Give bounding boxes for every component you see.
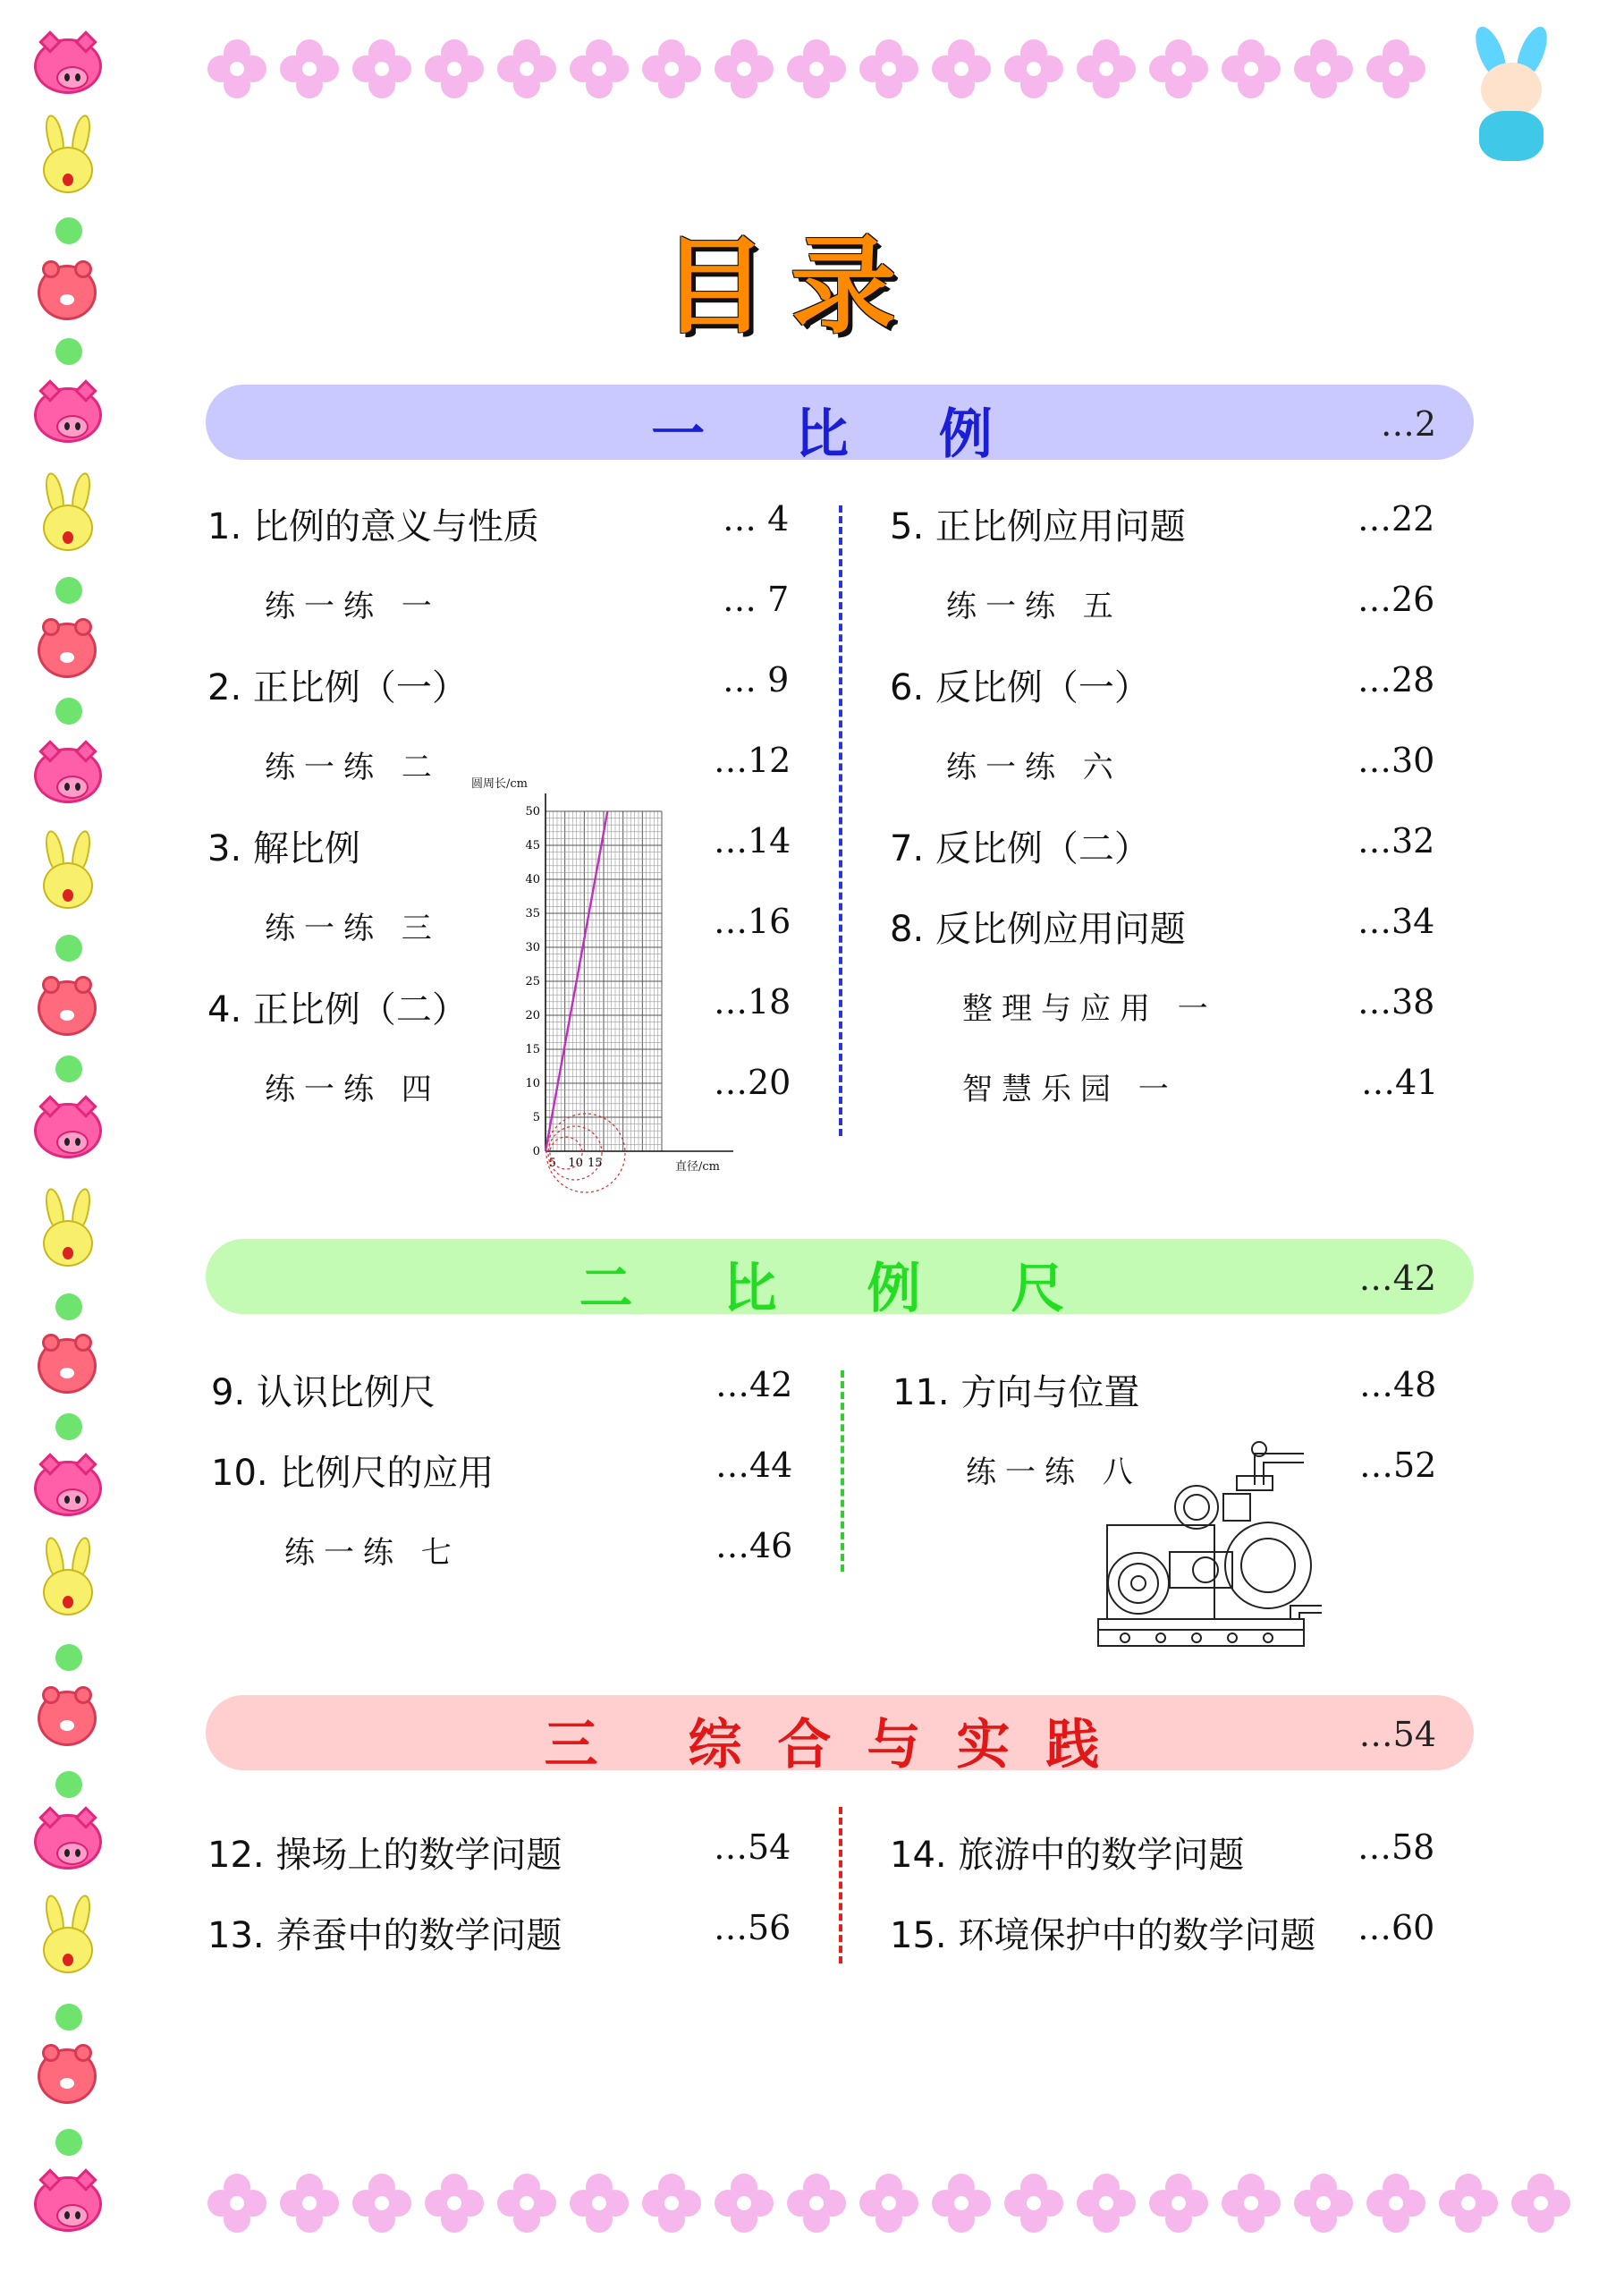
toc-page: … 9 [723, 660, 790, 700]
bear-icon [38, 265, 97, 320]
flower-icon [497, 2174, 556, 2233]
graph-y-tick: 15 [525, 1043, 540, 1056]
toc-entry[interactable]: 2. 正比例（一） [207, 667, 468, 708]
toc-entry[interactable]: 4. 正比例（二） [207, 989, 468, 1030]
flower-icon [642, 39, 701, 98]
flower-icon [1222, 2174, 1281, 2233]
flower-icon [715, 39, 774, 98]
toc-subentry[interactable]: 练一练 八 [966, 1454, 1142, 1490]
flower-icon [1149, 39, 1208, 98]
toc-page: …41 [1361, 1063, 1439, 1102]
toc-subentry[interactable]: 练一练 四 [265, 1072, 441, 1107]
toc-page: …46 [715, 1526, 793, 1565]
graph-circle [548, 1126, 602, 1180]
flower-icon [570, 39, 629, 98]
green-dot-icon [55, 2129, 82, 2156]
graph-y-tick: 35 [525, 907, 540, 920]
graph-y-tick: 30 [525, 941, 540, 954]
graph-y-tick: 5 [532, 1111, 540, 1124]
flower-icon [280, 39, 339, 98]
flower-icon [425, 2174, 484, 2233]
toc-entry[interactable]: 1. 比例的意义与性质 [207, 506, 539, 547]
flower-icon [1077, 39, 1136, 98]
toc-page: …42 [715, 1365, 793, 1404]
flower-icon [570, 2174, 629, 2233]
toc-page: …48 [1359, 1365, 1437, 1404]
toc-page: …12 [714, 741, 791, 780]
toc-page: …30 [1358, 741, 1435, 780]
toc-page: …16 [714, 902, 791, 941]
flower-icon [280, 2174, 339, 2233]
toc-page: …34 [1358, 902, 1435, 941]
top-flower-border [207, 39, 1442, 104]
green-dot-icon [55, 217, 82, 244]
flower-icon [207, 2174, 266, 2233]
graph-circle [546, 1114, 625, 1192]
flower-icon [1439, 2174, 1498, 2233]
toc-entry[interactable]: 15. 环境保护中的数学问题 [890, 1915, 1316, 1956]
toc-page: …28 [1358, 660, 1435, 700]
bunny-icon [43, 114, 93, 195]
graph-y-tick: 20 [525, 1009, 540, 1022]
section-3-divider [839, 1807, 842, 1963]
green-dot-icon [55, 577, 82, 604]
graph-y-tick: 0 [532, 1145, 540, 1158]
graph-y-tick: 50 [525, 805, 540, 818]
toc-entry[interactable]: 13. 养蚕中的数学问题 [207, 1915, 562, 1956]
graph-circle-sketch [546, 1114, 625, 1192]
graph-y-tick: 45 [525, 839, 540, 852]
toc-subentry[interactable]: 练一练 七 [284, 1535, 461, 1571]
toc-page: …52 [1359, 1446, 1437, 1485]
flower-icon [932, 2174, 991, 2233]
flower-icon [1077, 2174, 1136, 2233]
section-1-page: …2 [1380, 404, 1436, 444]
bear-icon [38, 1691, 97, 1746]
toc-entry[interactable]: 6. 反比例（一） [890, 667, 1150, 708]
flower-icon [642, 2174, 701, 2233]
green-dot-icon [55, 1293, 82, 1320]
machine-illustration-icon [1089, 1440, 1331, 1655]
flower-icon [1004, 2174, 1063, 2233]
pig-icon [34, 387, 102, 443]
toc-subentry[interactable]: 智慧乐园 一 [962, 1072, 1178, 1107]
toc-entry[interactable]: 10. 比例尺的应用 [211, 1453, 495, 1494]
graph-grid [546, 793, 733, 1151]
toc-entry[interactable]: 14. 旅游中的数学问题 [890, 1835, 1245, 1876]
toc-page: …58 [1358, 1827, 1435, 1867]
toc-page: … 4 [723, 499, 790, 538]
flower-icon [787, 39, 846, 98]
circumference-graph [461, 771, 756, 1200]
toc-page: …26 [1358, 580, 1435, 619]
toc-entry[interactable]: 9. 认识比例尺 [211, 1372, 436, 1413]
flower-icon [859, 39, 918, 98]
section-2-title: 二 比 例 尺 [579, 1258, 1101, 1320]
flower-icon [497, 39, 556, 98]
toc-entry[interactable]: 11. 方向与位置 [892, 1372, 1140, 1413]
pig-icon [34, 1814, 102, 1870]
toc-subentry[interactable]: 练一练 五 [946, 589, 1122, 624]
bottom-flower-border [207, 2174, 1603, 2238]
green-dot-icon [55, 338, 82, 365]
bunny-icon [43, 830, 93, 911]
flower-icon [1366, 2174, 1425, 2233]
pig-icon [34, 1103, 102, 1158]
graph-ticks [525, 805, 602, 1170]
flower-icon [715, 2174, 774, 2233]
section-3-page: …54 [1358, 1715, 1436, 1754]
green-dot-icon [55, 1413, 82, 1440]
bear-icon [38, 980, 97, 1036]
bunny-icon [43, 1188, 93, 1268]
section-1-header [206, 385, 1474, 466]
section-2-divider [841, 1370, 844, 1572]
toc-page: …22 [1358, 499, 1435, 538]
flower-icon [207, 39, 266, 98]
graph-x-tick: 5 [548, 1157, 556, 1170]
toc-page: …56 [714, 1908, 791, 1947]
toc-entry[interactable]: 3. 解比例 [207, 828, 360, 869]
toc-subentry[interactable]: 练一练 六 [946, 750, 1122, 785]
bear-icon [38, 1338, 97, 1394]
toc-entry[interactable]: 5. 正比例应用问题 [890, 506, 1186, 547]
flower-icon [1004, 39, 1063, 98]
toc-page: …14 [714, 821, 791, 861]
toc-page: …20 [714, 1063, 791, 1102]
toc-page: …32 [1358, 821, 1435, 861]
toc-page: …60 [1358, 1908, 1435, 1947]
pig-icon [34, 748, 102, 803]
toc-subentry[interactable]: 练一练 二 [265, 750, 441, 785]
bunny-icon [43, 1537, 93, 1617]
graph-x-label: 直径/cm [675, 1160, 720, 1174]
graph-y-tick: 40 [525, 873, 540, 886]
section-1-title: 一 比 例 [651, 403, 1028, 466]
green-dot-icon [55, 698, 82, 725]
pig-icon [34, 38, 102, 94]
flower-icon [1511, 2174, 1570, 2233]
toc-entry[interactable]: 12. 操场上的数学问题 [207, 1835, 562, 1876]
toc-subentry[interactable]: 练一练 三 [265, 911, 441, 946]
graph-y-label: 圆周长/cm [471, 777, 528, 791]
bunny-icon [43, 1895, 93, 1975]
flower-icon [1149, 2174, 1208, 2233]
section-1-divider [839, 505, 842, 1136]
toc-page: …44 [715, 1446, 793, 1485]
toc-page: …38 [1358, 982, 1435, 1022]
toc-entry[interactable]: 8. 反比例应用问题 [890, 909, 1186, 950]
flower-icon [1294, 2174, 1353, 2233]
bear-icon [38, 2048, 97, 2104]
section-3-header [206, 1695, 1474, 1776]
flower-icon [932, 39, 991, 98]
section-2-header [206, 1239, 1474, 1320]
toc-subentry[interactable]: 练一练 一 [265, 589, 441, 624]
flower-icon [425, 39, 484, 98]
left-decoration-column [27, 25, 116, 2261]
pig-icon [34, 1461, 102, 1516]
toc-subentry[interactable]: 整理与应用 一 [962, 991, 1217, 1027]
section-3-title: 三 综合与实践 [544, 1714, 1136, 1776]
pig-icon [34, 2176, 102, 2232]
flower-icon [859, 2174, 918, 2233]
flower-icon [1366, 39, 1425, 98]
bear-icon [38, 623, 97, 678]
page-title: 目录 [662, 225, 920, 348]
toc-page: …54 [714, 1827, 791, 1867]
flower-icon [1222, 39, 1281, 98]
bunny-icon [43, 472, 93, 553]
graph-y-tick: 10 [525, 1077, 540, 1090]
green-dot-icon [55, 1056, 82, 1082]
bunny-doll-icon [1467, 25, 1556, 168]
toc-page: …18 [714, 982, 791, 1022]
green-dot-icon [55, 1644, 82, 1671]
flower-icon [787, 2174, 846, 2233]
graph-x-tick: 10 [568, 1157, 583, 1170]
flower-icon [352, 2174, 411, 2233]
flower-icon [352, 39, 411, 98]
flower-icon [1294, 39, 1353, 98]
green-dot-icon [55, 2004, 82, 2031]
graph-y-tick: 25 [525, 975, 540, 988]
toc-page: … 7 [723, 580, 790, 619]
toc-entry[interactable]: 7. 反比例（二） [890, 828, 1150, 869]
green-dot-icon [55, 935, 82, 962]
graph-x-tick: 15 [588, 1157, 603, 1170]
green-dot-icon [55, 1771, 82, 1798]
section-2-page: …42 [1358, 1259, 1436, 1298]
graph-circle [550, 1137, 582, 1169]
